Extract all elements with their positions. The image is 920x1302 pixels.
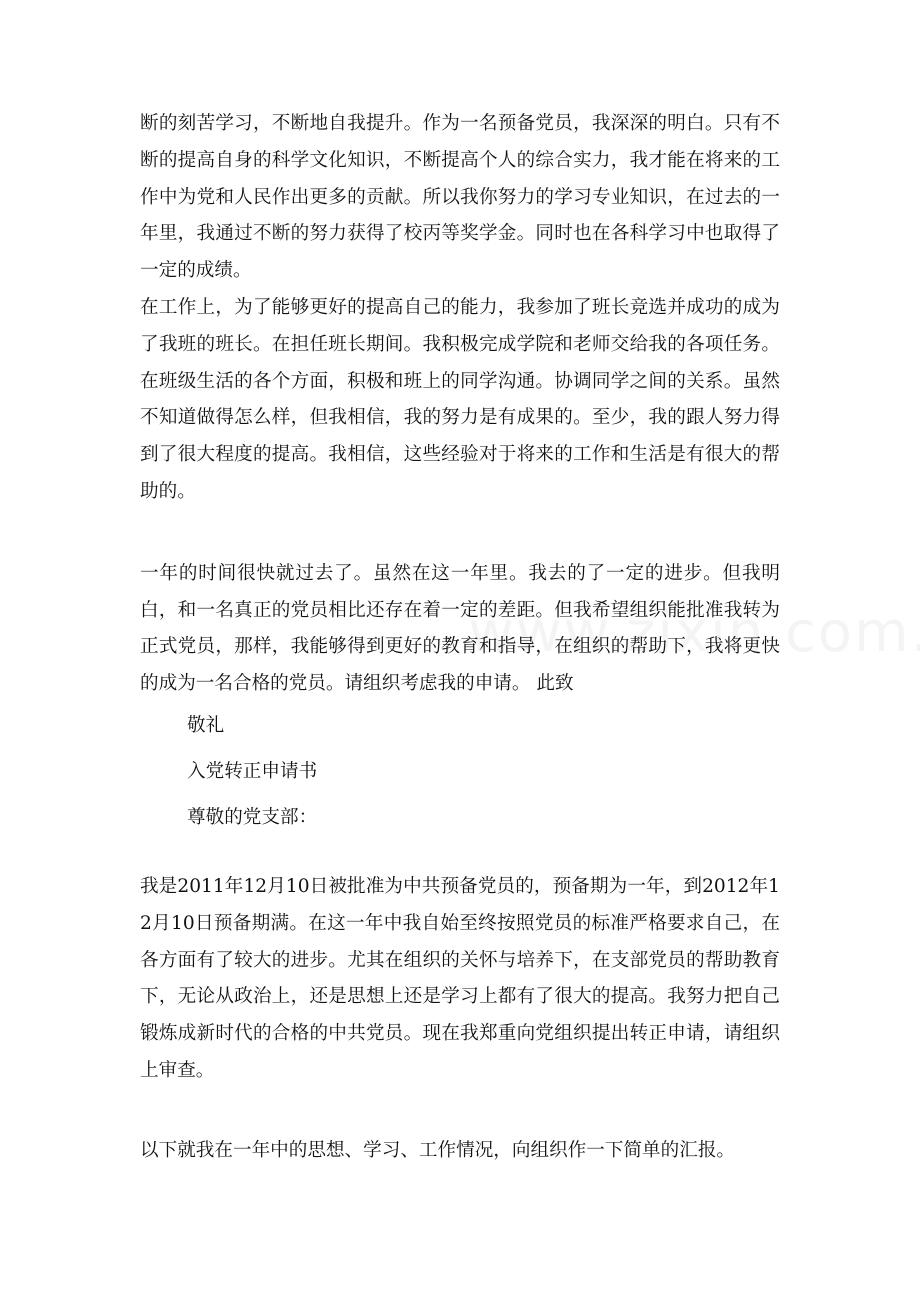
salutation: 尊敬的党支部：	[187, 806, 318, 828]
paragraph-summary: 一年的时间很快就过去了。虽然在这一年里。我去的了一定的进步。但我明白，和一名真正的党员相比还存在着一定的差距。但我希望组织能批准我转为正式党员，那样，我能够得到更好的教育和指导，在组织的帮助下，我将更快的成为一名合格的党员。请组织考虑我的申请。 此致	[140, 562, 780, 695]
paragraph-work: 在工作上，为了能够更好的提高自己的能力，我参加了班长竞选并成功的成为了我班的班长。在担任班长期间。我积极完成学院和老师交给我的各项任务。在班级生活的各个方面，积极和班上的同学沟通。协调同学之间的关系。虽然不知道做得怎么样，但我相信，我的努力是有成果的。至少，我的跟人努力得到了很大程度的提高。我相信，这些经验对于将来的工作和生活是有很大的帮助的。	[140, 296, 780, 502]
paragraph-report-intro: 以下就我在一年中的思想、学习、工作情况，向组织作一下简单的汇报。	[140, 1139, 736, 1161]
closing-regards: 敬礼	[187, 714, 225, 736]
paragraph-gap	[140, 548, 780, 556]
paragraph-gap	[140, 511, 780, 548]
paragraph-gap	[140, 841, 780, 869]
document-title: 入党转正申请书	[187, 760, 318, 782]
document-page	[140, 106, 780, 1170]
paragraph-gap	[140, 1090, 780, 1133]
paragraph-study: 断的刻苦学习，不断地自我提升。作为一名预备党员，我深深的明白。只有不断的提高自身的科学文化知识，不断提高个人的综合实力，我才能在将来的工作中为党和人民作出更多的贡献。所以我你努力的学习专业知识，在过去的一年里，我通过不断的努力获得了校丙等奖学金。同时也在各科学习中也取得了一定的成绩。	[140, 113, 780, 282]
paragraph-application: 我是2011年12月10日被批准为中共预备党员的，预备期为一年，到2012年12月10日预备期满。在这一年中我自始至终按照党员的标准严格要求自己，在各方面有了较大的进步。尤其在组织的关怀与培养下，在支部党员的帮助教育下，无论从政治上，还是思想上还是学习上都有了很大的提高。我努力把自己锻炼成新时代的合格的中共党员。现在我郑重向党组织提出转正申请，请组织上审查。	[140, 875, 780, 1081]
